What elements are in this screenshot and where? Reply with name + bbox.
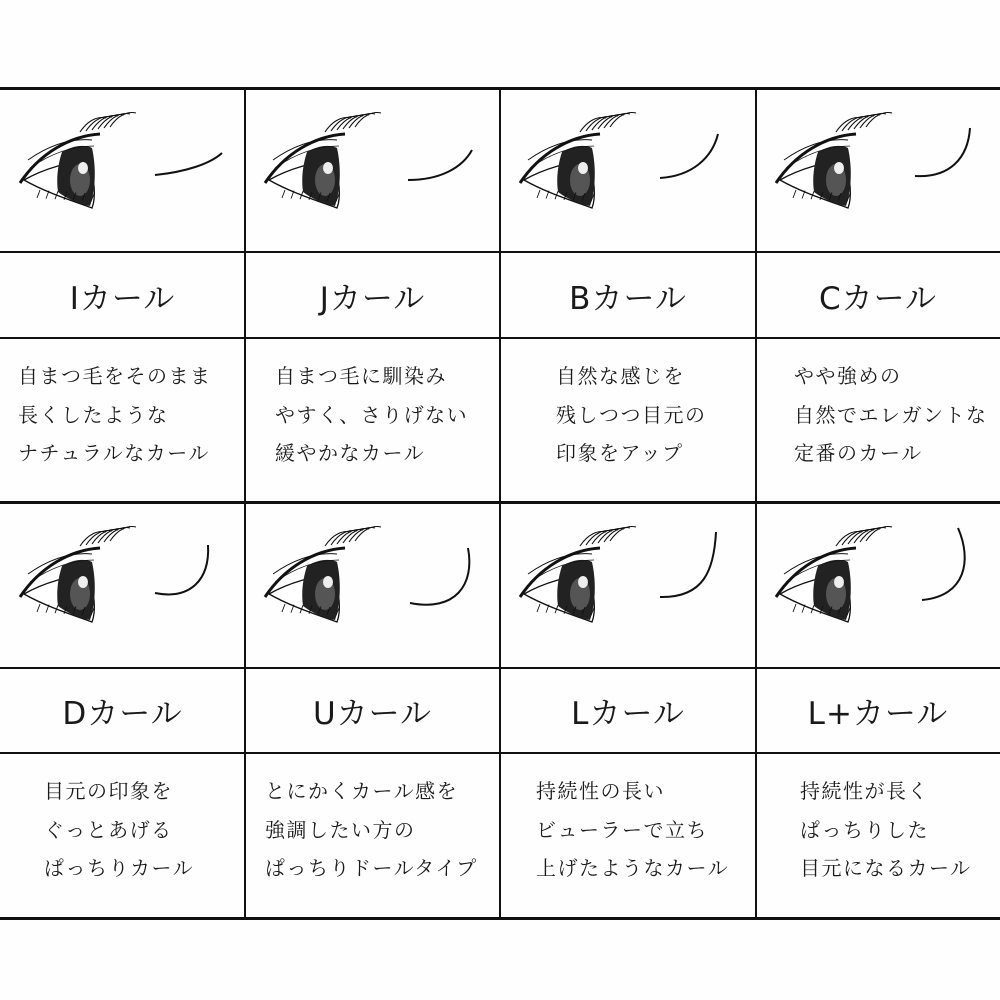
description-line: ぐっとあげる bbox=[44, 817, 173, 842]
curl-label-c: Cカール bbox=[818, 280, 938, 317]
curl-description-j bbox=[245, 338, 500, 502]
description-line: 印象をアップ bbox=[556, 441, 684, 465]
curl-label-lp: L+カール bbox=[807, 696, 949, 732]
curl-label-d: Dカール bbox=[62, 696, 183, 732]
curl-illustration-c bbox=[756, 88, 1000, 252]
description-line: 目元になるカール bbox=[800, 856, 972, 880]
eye-illustration bbox=[265, 527, 381, 622]
description-line: ナチュラルなカール bbox=[18, 441, 210, 465]
description-line: 残しつつ目元の bbox=[556, 402, 707, 427]
curl-description-u bbox=[245, 753, 500, 918]
description-line: 長くしたような bbox=[18, 402, 169, 427]
eye-illustration bbox=[520, 527, 636, 622]
eye-illustration bbox=[20, 527, 136, 622]
lash-curve-line bbox=[408, 150, 472, 180]
lash-curve-line bbox=[922, 528, 965, 600]
lash-curve-line bbox=[915, 128, 970, 176]
eye-illustration bbox=[776, 527, 892, 622]
description-line: ぱっちりカール bbox=[44, 856, 195, 880]
lash-curve-line bbox=[660, 532, 716, 597]
curl-description-i bbox=[0, 338, 245, 502]
description-line: 持続性が長く bbox=[800, 779, 929, 803]
curl-description-d bbox=[0, 753, 245, 918]
lash-curve-line bbox=[155, 545, 208, 594]
description-line: 緩やかなカール bbox=[275, 441, 426, 465]
curl-label-u: Uカール bbox=[312, 696, 433, 732]
curl-label-l: Lカール bbox=[571, 696, 685, 732]
grid-column-line bbox=[499, 88, 501, 918]
curl-illustration-l bbox=[500, 502, 756, 668]
description-line: ぱっちりドールタイプ bbox=[265, 856, 478, 880]
description-line: 自まつ毛に馴染み bbox=[275, 364, 447, 388]
grid-column-line bbox=[755, 88, 757, 918]
curl-description-l bbox=[500, 753, 756, 918]
curl-illustration-b bbox=[500, 88, 756, 252]
description-line: 自然な感じを bbox=[556, 364, 685, 388]
description-line: やすく、さりげない bbox=[275, 402, 469, 427]
curl-label-j: Jカール bbox=[319, 280, 426, 317]
description-line: ビューラーで立ち bbox=[536, 817, 708, 842]
description-line: 自然でエレガントな bbox=[794, 402, 988, 427]
curl-illustration-i bbox=[0, 88, 245, 252]
curl-illustration-lp bbox=[756, 502, 1000, 668]
curl-illustration-d bbox=[0, 502, 245, 668]
description-line: 自まつ毛をそのまま bbox=[18, 364, 212, 388]
description-line: 上げたようなカール bbox=[536, 856, 730, 880]
curl-description-lp bbox=[756, 753, 1000, 918]
lash-curve-line bbox=[660, 134, 718, 178]
description-line: 目元の印象を bbox=[44, 779, 173, 803]
lash-curve-line bbox=[410, 548, 469, 605]
description-line: 定番のカール bbox=[794, 441, 923, 465]
eye-illustration bbox=[265, 113, 381, 208]
lash-curve-line bbox=[155, 153, 222, 175]
eye-illustration bbox=[520, 113, 636, 208]
description-line: 強調したい方の bbox=[265, 817, 416, 842]
curl-illustration-j bbox=[245, 88, 500, 252]
eye-illustration bbox=[776, 113, 892, 208]
curl-description-b bbox=[500, 338, 756, 502]
curl-description-c bbox=[756, 338, 1000, 502]
description-line: 持続性の長い bbox=[536, 779, 665, 803]
eye-illustration bbox=[20, 113, 136, 208]
curl-illustration-u bbox=[245, 502, 500, 668]
description-line: とにかくカール感を bbox=[265, 779, 459, 803]
curl-label-b: Bカール bbox=[569, 280, 687, 317]
description-line: ぱっちりした bbox=[800, 817, 929, 842]
curl-label-i: Iカール bbox=[69, 280, 176, 317]
description-line: やや強めの bbox=[794, 364, 902, 388]
grid-column-line bbox=[244, 88, 246, 918]
